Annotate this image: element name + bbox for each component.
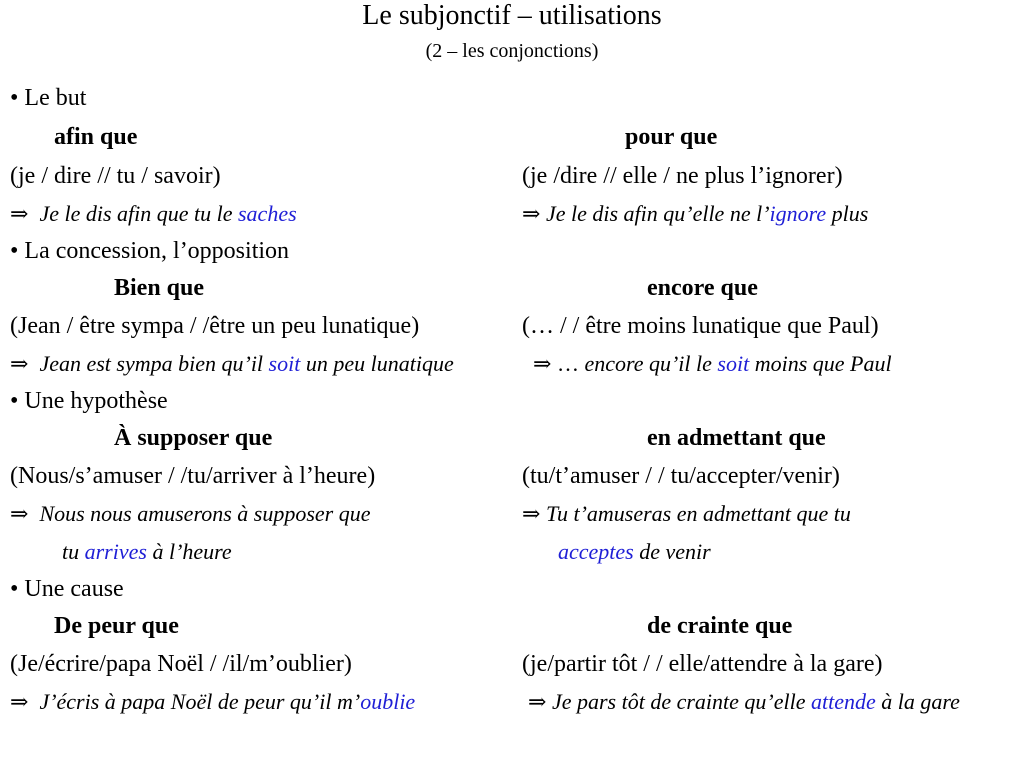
example-text: tu	[62, 539, 85, 564]
implies-arrow-icon: ⇒	[528, 689, 547, 714]
prompt-bien-que: (Jean / être sympa / /être un peu lunatique)	[10, 313, 420, 339]
example-text: de venir	[633, 539, 711, 564]
example-encore-que	[533, 350, 892, 378]
conjunction-de-crainte-que: de crainte que	[647, 613, 793, 639]
prompt-de-peur-que: (Je/écrire/papa Noël / /il/m’oublier)	[10, 651, 352, 677]
subjunctive-verb: attende	[810, 689, 876, 714]
example-text: Nous nous amuserons à supposer que	[39, 501, 371, 526]
slide-subtitle: (2 – les conjonctions)	[425, 40, 599, 62]
subjunctive-verb: soit	[268, 351, 301, 376]
subjunctive-verb: saches	[238, 201, 297, 226]
conjunction-pour-que: pour que	[625, 124, 718, 150]
example-bien-que	[10, 350, 454, 378]
example-text: J’écris à papa Noël de peur qu’il m’	[39, 689, 361, 714]
implies-arrow-icon: ⇒	[522, 201, 541, 226]
example-en-admettant-que-line1	[522, 500, 851, 528]
subjunctive-verb: soit	[717, 351, 750, 376]
example-text: moins que Paul	[749, 351, 892, 376]
implies-arrow-icon: ⇒	[10, 201, 29, 226]
prompt-a-supposer-que: (Nous/s’amuser / /tu/arriver à l’heure)	[10, 463, 376, 489]
section-heading-cause: • Une cause	[10, 576, 124, 602]
subjunctive-verb: oublie	[360, 689, 416, 714]
section-heading-hypothese: • Une hypothèse	[10, 388, 168, 414]
example-a-supposer-que-line1	[10, 500, 370, 528]
subjunctive-verb: ignore	[769, 201, 827, 226]
example-text: plus	[826, 201, 869, 226]
prompt-de-crainte-que: (je/partir tôt / / elle/attendre à la gare)	[522, 651, 883, 677]
implies-arrow-icon: ⇒	[522, 501, 541, 526]
conjunction-afin-que: afin que	[54, 124, 138, 150]
example-de-crainte-que	[528, 688, 960, 716]
conjunction-en-admettant-que: en admettant que	[647, 425, 826, 451]
example-en-admettant-que-line2	[558, 538, 711, 566]
example-de-peur-que	[10, 688, 415, 716]
example-text: encore qu’il le	[584, 351, 718, 376]
prompt-pour-que: (je /dire // elle / ne plus l’ignorer)	[522, 163, 843, 189]
conjunction-de-peur-que: De peur que	[54, 613, 179, 639]
example-text: à l’heure	[146, 539, 232, 564]
example-text: Jean est sympa bien qu’il	[39, 351, 269, 376]
subjunctive-verb: arrives	[84, 539, 147, 564]
example-text: Je le dis afin que tu le	[39, 201, 238, 226]
ellipsis: …	[556, 351, 579, 376]
section-heading-but: • Le but	[10, 85, 87, 111]
slide-title: Le subjonctif – utilisations	[362, 0, 662, 31]
prompt-encore-que: (… / / être moins lunatique que Paul)	[522, 313, 879, 339]
example-text: Je le dis afin qu’elle ne l’	[545, 201, 770, 226]
section-heading-concession: • La concession, l’opposition	[10, 238, 290, 264]
implies-arrow-icon: ⇒	[533, 351, 552, 376]
example-text: un peu lunatique	[300, 351, 454, 376]
example-text: Tu t’amuseras en admettant que tu	[545, 501, 851, 526]
conjunction-bien-que: Bien que	[114, 275, 205, 301]
prompt-en-admettant-que: (tu/t’amuser / / tu/accepter/venir)	[522, 463, 840, 489]
subjunctive-verb: acceptes	[558, 539, 634, 564]
example-text: à la gare	[875, 689, 960, 714]
example-afin-que	[10, 200, 297, 228]
example-text: Je pars tôt de crainte qu’elle	[551, 689, 811, 714]
implies-arrow-icon: ⇒	[10, 351, 29, 376]
implies-arrow-icon: ⇒	[10, 689, 29, 714]
conjunction-encore-que: encore que	[647, 275, 758, 301]
prompt-afin-que: (je / dire // tu / savoir)	[10, 163, 221, 189]
conjunction-a-supposer-que: À supposer que	[114, 425, 273, 451]
implies-arrow-icon: ⇒	[10, 501, 29, 526]
example-pour-que	[522, 200, 868, 228]
example-a-supposer-que-line2	[62, 538, 232, 566]
